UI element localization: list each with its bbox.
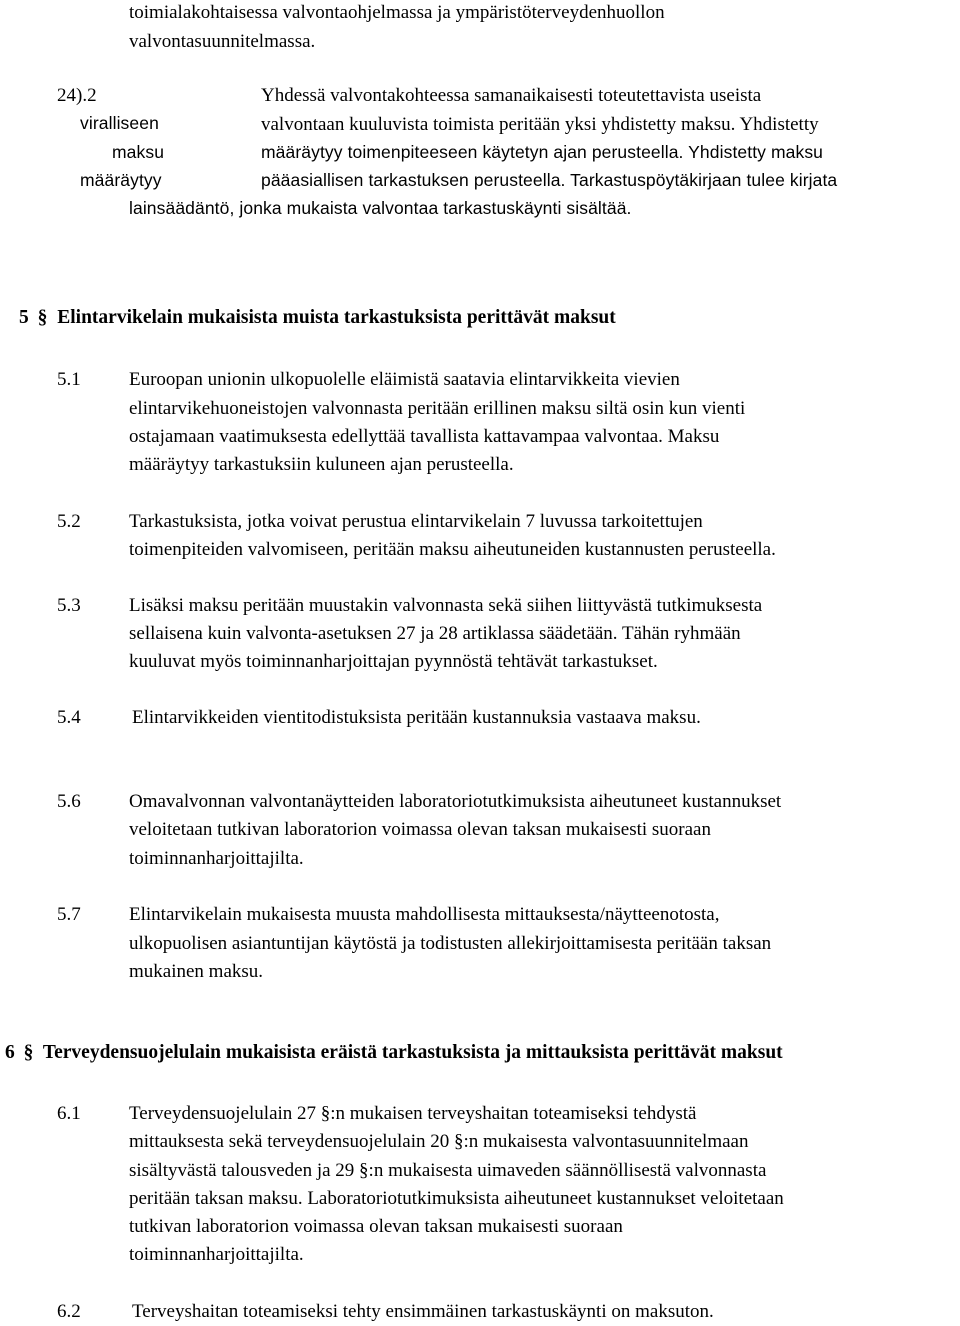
section-title: Terveydensuojelulain mukaisista eräistä tarkastuksista ja mittauksista perittävät maksut <box>42 1042 783 1063</box>
item-line: Lisäksi maksu peritään muustakin valvonnasta sekä siihen liittyvästä tutkimuksesta <box>129 595 763 616</box>
item-number: 6.1 <box>57 1103 81 1124</box>
side-label: viralliseen <box>80 113 159 133</box>
item-line: peritään taksan maksu. Laboratoriotutkimuksista aiheutuneet kustannukset veloitetaan <box>129 1188 784 1209</box>
intro-line: valvontasuunnitelmassa. <box>129 31 316 52</box>
item-line: kuuluvat myös toiminnanharjoittajan pyynnöstä tehtävät tarkastukset. <box>129 651 658 672</box>
section-heading <box>19 308 616 328</box>
item-number: 5.2 <box>57 511 81 532</box>
section-title: Elintarvikelain mukaisista muista tarkastuksista perittävät maksut <box>57 307 616 328</box>
section-mark: § <box>23 1042 34 1063</box>
item-line: määräytyy tarkastuksiin kuluneen ajan perusteella. <box>129 454 514 475</box>
item-line: Tarkastuksista, jotka voivat perustua elintarvikelain 7 luvussa tarkoitettujen <box>129 511 703 532</box>
item-line: Omavalvonnan valvontanäytteiden laboratoriotutkimuksista aiheutuneet kustannukset <box>129 791 782 812</box>
item-line: määräytyy toimenpiteeseen käytetyn ajan perusteella. Yhdistetty maksu <box>261 142 824 162</box>
item-line: mukainen maksu. <box>129 961 264 982</box>
item-line: Yhdessä valvontakohteessa samanaikaisesti toteutettavista useista <box>261 85 762 106</box>
item-number: 5.6 <box>57 791 81 812</box>
item-line: tutkivan laboratorion voimassa olevan taksan mukaisesti suoraan <box>129 1216 623 1237</box>
item-line: Elintarvikelain mukaisesta muusta mahdollisesta mittauksesta/näytteenotosta, <box>129 904 720 925</box>
item-number: 5.7 <box>57 904 81 925</box>
item-line: Euroopan unionin ulkopuolelle eläimistä saatavia elintarvikkeita vievien <box>129 369 680 390</box>
item-line: toiminnanharjoittajilta. <box>129 848 304 869</box>
section-mark: § <box>37 307 48 328</box>
section-number: 5 <box>19 307 29 328</box>
item-number: 5.3 <box>57 595 81 616</box>
item-line: ostajamaan vaatimuksesta edellyttää tavallista kattavampaa valvontaa. Maksu <box>129 426 720 447</box>
item-line: sellaisena kuin valvonta-asetuksen 27 ja 28 artiklassa säädetään. Tähän ryhmään <box>129 623 741 644</box>
item-number: 6.2 <box>57 1301 81 1322</box>
item-number: 24).2 <box>57 85 97 106</box>
item-number: 5.4 <box>57 707 81 728</box>
side-label: määräytyy <box>80 170 162 190</box>
item-line: mittauksesta sekä terveydensuojelulain 20 §:n mukaisesta valvontasuunnitelmaan <box>129 1131 749 1152</box>
item-line: Elintarvikkeiden vientitodistuksista peritään kustannuksia vastaava maksu. <box>132 707 701 728</box>
item-line: Terveydensuojelulain 27 §:n mukaisen terveyshaitan toteamiseksi tehdystä <box>129 1103 697 1124</box>
item-line: sisältyvästä talousveden ja 29 §:n mukaisesta uimaveden säännöllisestä valvonnasta <box>129 1160 767 1181</box>
item-line: toiminnanharjoittajilta. <box>129 1244 304 1265</box>
section-number: 6 <box>5 1042 15 1063</box>
item-line: veloitetaan tutkivan laboratorion voimassa olevan taksan mukaisesti suoraan <box>129 819 711 840</box>
intro-line: toimialakohtaisessa valvontaohjelmassa ja ympäristöterveydenhuollon <box>129 2 665 23</box>
item-line: elintarvikehuoneistojen valvonnasta peritään erillinen maksu siltä osin kun vienti <box>129 398 746 419</box>
section-heading <box>5 1043 783 1063</box>
side-label: maksu <box>112 142 165 162</box>
item-number: 5.1 <box>57 369 81 390</box>
item-line: valvontaan kuuluvista toimista peritään yksi yhdistetty maksu. Yhdistetty <box>261 114 819 135</box>
item-line: pääasiallisen tarkastuksen perusteella. Tarkastuspöytäkirjaan tulee kirjata <box>261 170 838 190</box>
item-line: ulkopuolisen asiantuntijan käytöstä ja todistusten allekirjoittamisesta peritään taksan <box>129 933 772 954</box>
item-line: lainsäädäntö, jonka mukaista valvontaa tarkastuskäynti sisältää. <box>129 198 632 218</box>
item-line: Terveyshaitan toteamiseksi tehty ensimmäinen tarkastuskäynti on maksuton. <box>132 1301 714 1322</box>
item-line: toimenpiteiden valvomiseen, peritään maksu aiheutuneiden kustannusten perusteella. <box>129 539 776 560</box>
